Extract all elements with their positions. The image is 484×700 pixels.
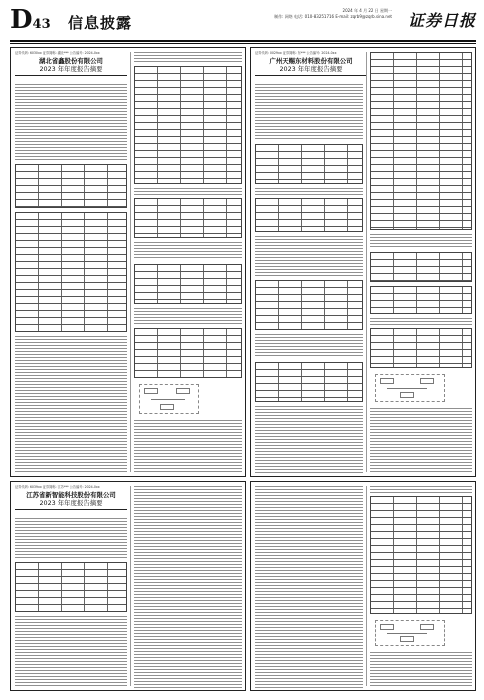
diagram-box <box>400 392 414 398</box>
data-table <box>134 198 242 238</box>
article-jiangsu <box>10 481 246 691</box>
article-continuation <box>250 481 476 691</box>
ownership-diagram <box>375 374 445 402</box>
data-table <box>15 562 127 612</box>
text-block <box>15 518 127 558</box>
text-block <box>255 188 363 196</box>
data-table <box>134 264 242 304</box>
publication-contact: 制作: 网络 电话: 010-83251716 E-mail: zqrb9@zqrb.sina.net <box>274 14 392 19</box>
ownership-diagram <box>375 620 445 646</box>
masthead-rule-thin <box>10 43 476 44</box>
column-divider <box>130 486 131 686</box>
page-letter: D <box>10 5 33 35</box>
publication-meta <box>242 8 392 20</box>
data-table <box>370 252 472 282</box>
report-title: 2023 年年度报告摘要 <box>279 65 343 73</box>
text-block <box>134 486 242 688</box>
text-block <box>134 52 242 64</box>
stock-code-line: 证券代码: 6030xx 证券简称: 湖北*** 公告编号: 2024-0xx <box>15 51 100 55</box>
text-block <box>370 318 472 326</box>
text-block <box>370 408 472 474</box>
data-table <box>255 144 363 184</box>
text-block <box>255 486 363 688</box>
company-name: 湖北省鑫股份有限公司 <box>39 57 103 65</box>
text-block <box>255 236 363 276</box>
report-title: 2023 年年度报告摘要 <box>39 65 103 73</box>
text-block <box>15 84 127 160</box>
company-name: 江苏省新智能科技股份有限公司 <box>26 491 116 499</box>
company-name: 广州天赐东材料股份有限公司 <box>269 57 353 65</box>
text-block <box>134 242 242 260</box>
data-table <box>134 328 242 378</box>
data-table <box>15 164 127 208</box>
column-divider <box>366 52 367 472</box>
masthead-rule-thick <box>10 40 476 42</box>
header-rule <box>15 509 127 510</box>
section-title: 信息披露 <box>68 14 133 32</box>
text-block <box>15 336 127 474</box>
text-block <box>134 308 242 324</box>
article-header <box>255 51 367 76</box>
diagram-box <box>420 378 434 384</box>
page-number: 43 <box>32 17 51 32</box>
article-header <box>15 51 127 76</box>
column-divider <box>130 52 131 472</box>
diagram-box <box>420 624 434 630</box>
data-table <box>15 212 127 332</box>
data-table <box>370 328 472 368</box>
diagram-box <box>176 388 190 394</box>
text-block <box>134 188 242 196</box>
text-block <box>134 420 242 474</box>
masthead <box>10 6 476 40</box>
article-guangzhou <box>250 47 476 477</box>
data-table <box>255 198 363 232</box>
diagram-box <box>144 388 158 394</box>
text-block <box>370 234 472 248</box>
text-block <box>370 486 472 494</box>
stock-code-line: 证券代码: 0029xx 证券简称: 东*** 公告编号: 2024-0xx <box>255 51 337 55</box>
data-table <box>370 286 472 314</box>
data-table <box>255 280 363 330</box>
ownership-diagram <box>139 384 199 414</box>
diagram-box <box>380 378 394 384</box>
stock-code-line: 证券代码: 6039xx 证券简称: 江苏*** 公告编号: 2024-0xx <box>15 485 100 489</box>
diagram-connector <box>387 388 427 389</box>
report-title: 2023 年年度报告摘要 <box>39 499 103 507</box>
data-table <box>370 496 472 614</box>
diagram-connector <box>151 399 185 400</box>
diagram-box <box>380 624 394 630</box>
article-hubei <box>10 47 246 477</box>
newspaper-logo: 证券日报 <box>407 11 476 30</box>
diagram-box <box>400 636 414 642</box>
data-table <box>370 52 472 230</box>
article-header <box>15 485 127 510</box>
header-rule <box>255 75 367 76</box>
text-block <box>255 334 363 358</box>
diagram-box <box>160 404 174 410</box>
text-block <box>255 84 363 140</box>
diagram-connector <box>387 633 427 634</box>
publication-date: 2024 年 4 月 22 日 星期一 <box>342 8 392 13</box>
text-block <box>370 652 472 688</box>
text-block <box>255 406 363 474</box>
data-table <box>255 362 363 402</box>
column-divider <box>366 486 367 686</box>
text-block <box>15 616 127 688</box>
page-code <box>10 6 51 39</box>
data-table <box>134 66 242 184</box>
header-rule <box>15 75 127 76</box>
